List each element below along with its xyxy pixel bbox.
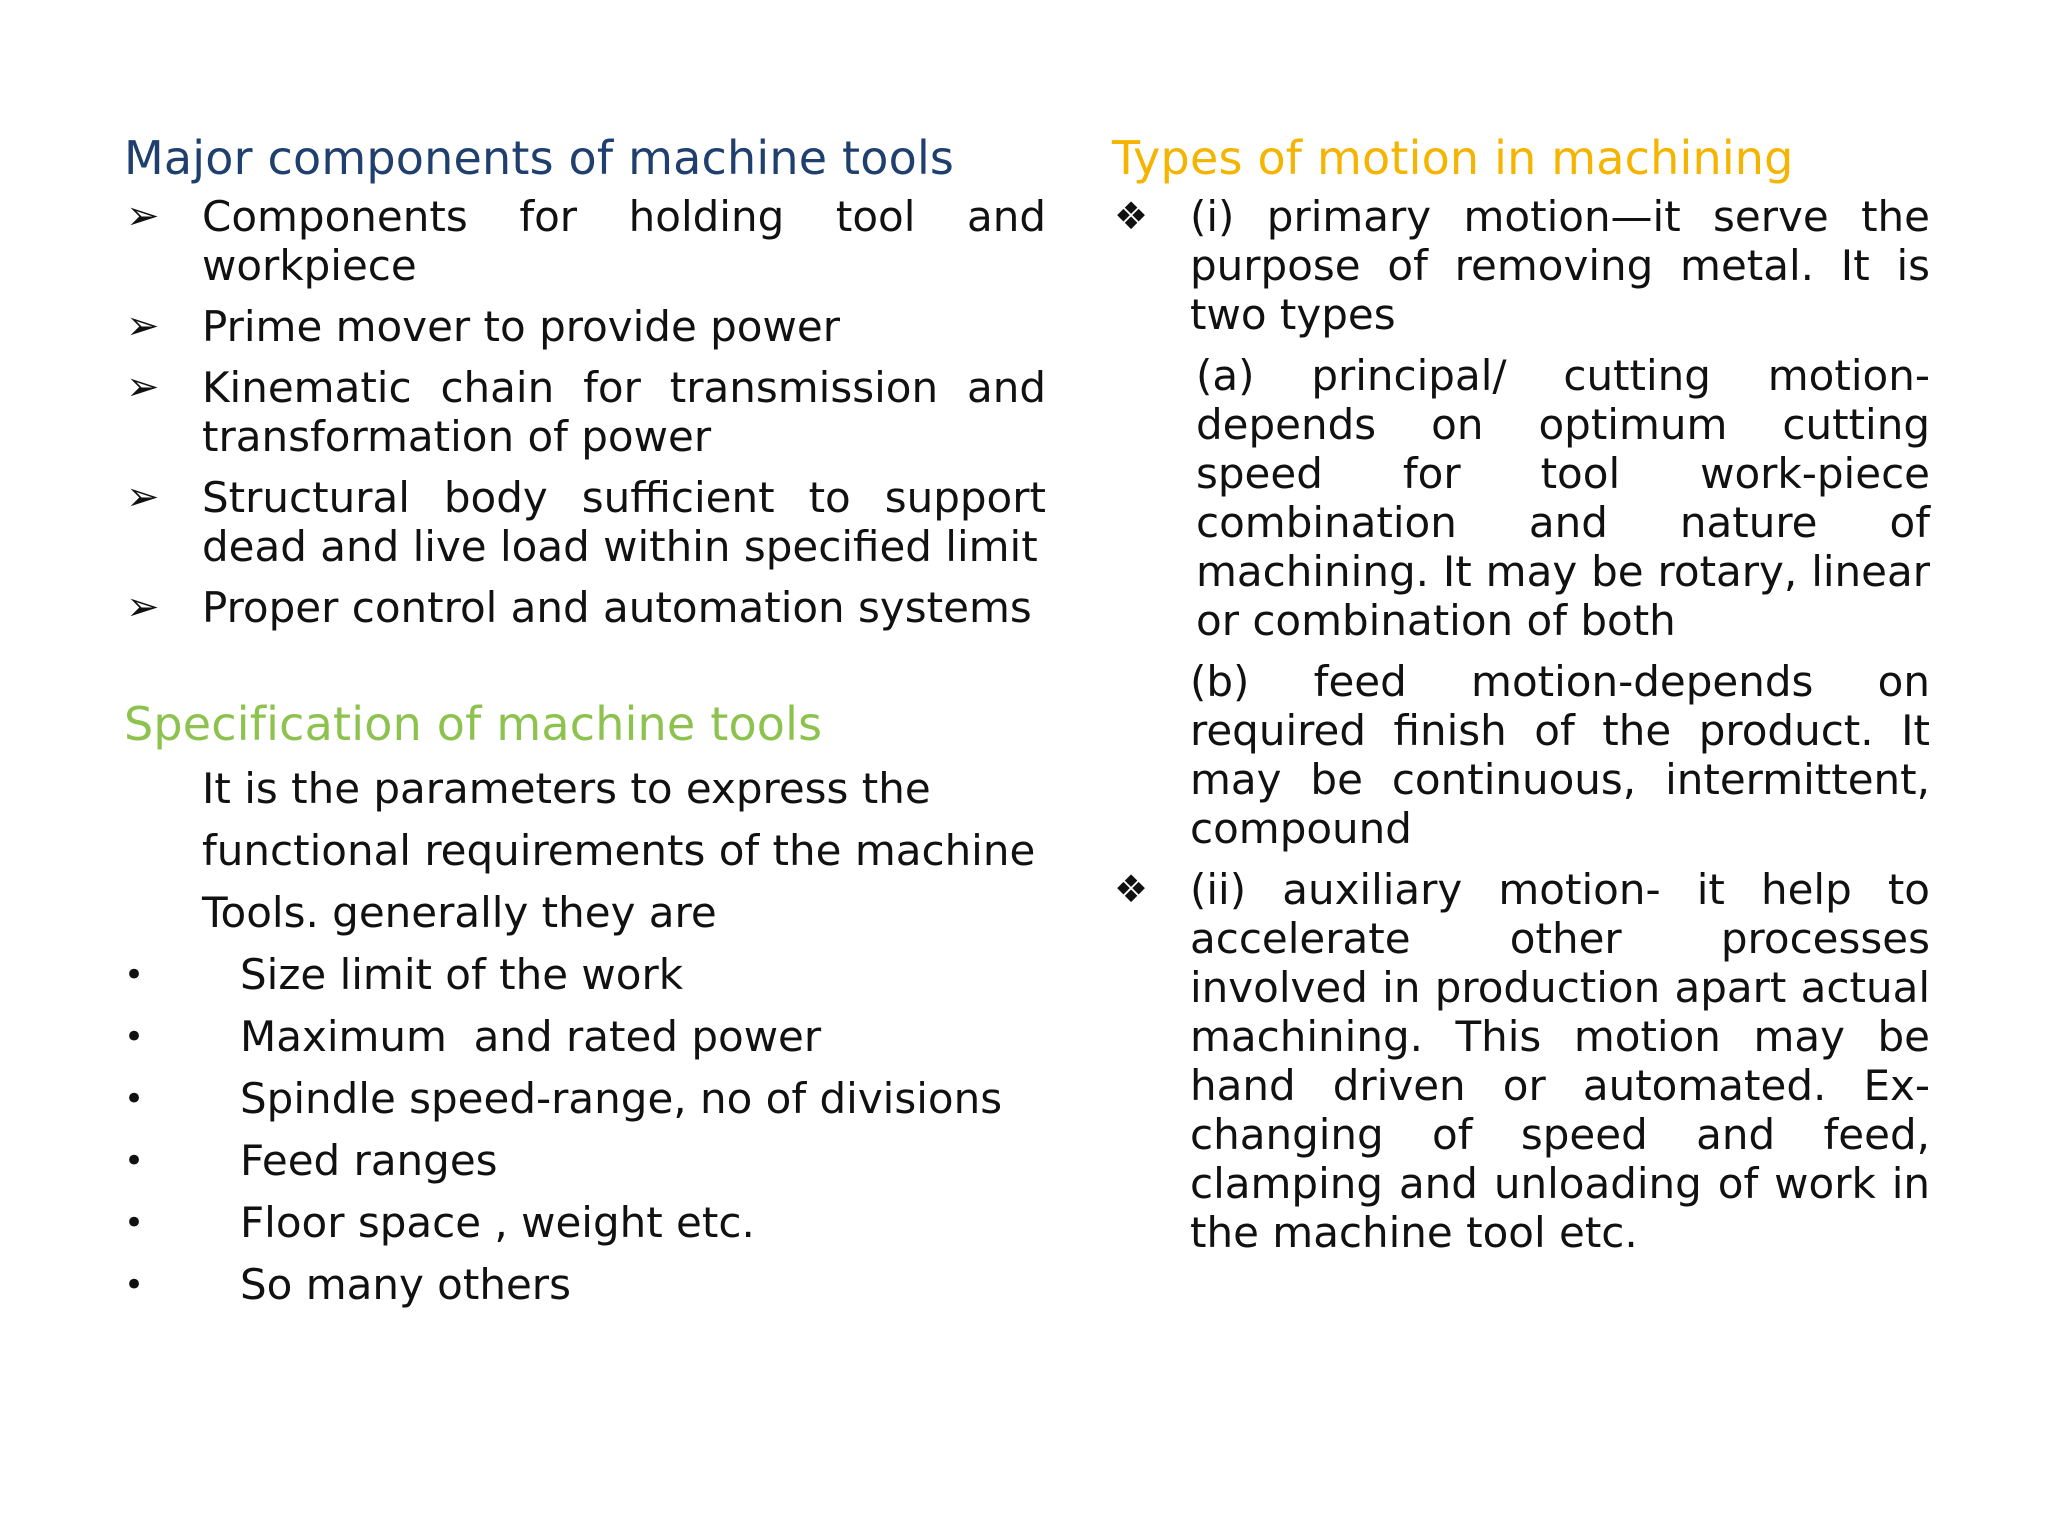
diamond-bullet-icon: ❖ bbox=[1114, 194, 1149, 238]
arrow-bullet-icon: ➢ bbox=[126, 364, 160, 410]
arrow-bullet-icon: ➢ bbox=[126, 193, 160, 239]
list-item-text: Prime mover to provide power bbox=[202, 302, 840, 351]
list-item bbox=[124, 944, 1046, 1006]
major-components-heading: Major components of machine tools bbox=[124, 131, 955, 185]
list-item-text: Size limit of the work bbox=[240, 950, 684, 999]
auxiliary-motion-text: (ii) auxiliary motion- it help to accelerate other processes involved in production apart actual machining. This motion may be hand driven or automated. Ex-changing of speed and feed, clamping and unloading of work in the machine tool etc. bbox=[1190, 865, 1930, 1257]
list-item-text: Spindle speed-range, no of divisions bbox=[240, 1074, 1003, 1123]
arrow-bullet-icon: ➢ bbox=[126, 474, 160, 520]
diamond-bullet-icon: ❖ bbox=[1114, 867, 1149, 911]
specification-heading: Specification of machine tools bbox=[124, 697, 823, 751]
list-item-text: Feed ranges bbox=[240, 1136, 498, 1185]
list-item bbox=[124, 1130, 1046, 1192]
list-item bbox=[124, 1068, 1046, 1130]
dot-bullet-icon: • bbox=[124, 1141, 145, 1181]
specification-intro: It is the parameters to express the functional requirements of the machine Tools. generally they are bbox=[202, 764, 1036, 937]
types-of-motion-heading: Types of motion in machining bbox=[1112, 131, 1794, 185]
list-item bbox=[124, 583, 1046, 632]
list-item-primary-motion bbox=[1112, 192, 1930, 853]
list-item-text: Structural body sufficient to support dead and live load within specified limit bbox=[202, 473, 1046, 571]
list-item bbox=[124, 363, 1046, 461]
feed-motion-text: (b) feed motion-depends on required finish of the product. It may be continuous, intermittent, compound bbox=[1190, 657, 1930, 853]
left-column bbox=[124, 128, 1046, 1316]
dot-bullet-icon: • bbox=[124, 955, 145, 995]
list-item-text: Maximum and rated power bbox=[240, 1012, 822, 1061]
arrow-bullet-icon: ➢ bbox=[126, 303, 160, 349]
list-item-text: Components for holding tool and workpiece bbox=[202, 192, 1046, 290]
list-item-text: So many others bbox=[240, 1260, 571, 1309]
dot-bullet-icon: • bbox=[124, 1265, 145, 1305]
motion-types-list bbox=[1112, 192, 1930, 1257]
primary-motion-text: (i) primary motion—it serve the purpose of removing metal. It is two types bbox=[1190, 192, 1930, 339]
list-item bbox=[124, 1254, 1046, 1316]
list-item-text: Kinematic chain for transmission and transformation of power bbox=[202, 363, 1046, 461]
right-column bbox=[1112, 128, 1930, 1269]
principal-cutting-motion-text: (a) principal/ cutting motion-depends on optimum cutting speed for tool work-piece combination and nature of machining. It may be rotary, linear or combination of both bbox=[1196, 351, 1930, 645]
list-item bbox=[124, 302, 1046, 351]
dot-bullet-icon: • bbox=[124, 1017, 145, 1057]
list-item bbox=[124, 1192, 1046, 1254]
list-item-text: Proper control and automation systems bbox=[202, 583, 1032, 632]
list-item bbox=[124, 192, 1046, 290]
list-item bbox=[124, 1006, 1046, 1068]
arrow-bullet-icon: ➢ bbox=[126, 584, 160, 630]
list-item bbox=[124, 473, 1046, 571]
list-item-auxiliary-motion bbox=[1112, 865, 1930, 1257]
specification-list bbox=[124, 944, 1046, 1316]
dot-bullet-icon: • bbox=[124, 1203, 145, 1243]
dot-bullet-icon: • bbox=[124, 1079, 145, 1119]
list-item-text: Floor space , weight etc. bbox=[240, 1198, 755, 1247]
major-components-list bbox=[124, 192, 1046, 632]
